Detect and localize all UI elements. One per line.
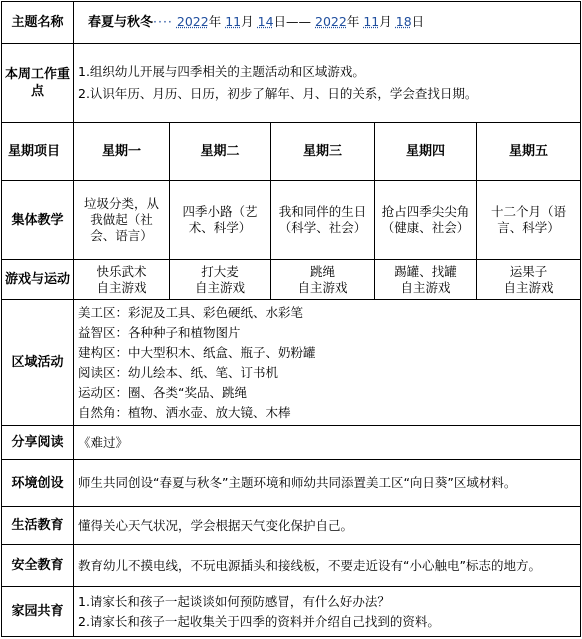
game-free-play: 自主游戏 xyxy=(194,279,245,295)
start-year-char: 年 xyxy=(208,14,222,29)
group-teaching-row xyxy=(2,181,581,260)
game-activity: 跳绳 xyxy=(309,263,335,279)
areas-label: 区域活动 xyxy=(2,300,74,426)
environment-row xyxy=(2,460,581,507)
end-day: 18 xyxy=(395,14,412,29)
end-year: 2022 xyxy=(315,14,347,29)
areas-row xyxy=(2,300,581,426)
game-activity: 运果子 xyxy=(509,263,548,279)
area-item-art: 美工区：彩泥及工具、彩色硬纸、水彩笔 xyxy=(78,304,304,320)
home-school-label: 家园共育 xyxy=(2,587,74,637)
day-friday: 星期五 xyxy=(477,123,581,181)
start-day-char: 日 xyxy=(273,14,287,29)
games-wed xyxy=(271,260,375,300)
games-row xyxy=(2,260,581,300)
reading-text: 《难过》 xyxy=(74,426,581,460)
day-monday: 星期一 xyxy=(74,123,170,181)
game-free-play: 自主游戏 xyxy=(503,279,554,295)
theme-name: 春夏与秋冬 xyxy=(88,15,154,30)
start-month: 11 xyxy=(225,14,242,29)
teaching-fri: 十二个月（语言、科学） xyxy=(477,181,581,260)
home-school-item: 1.请家长和孩子一起谈谈如何预防感冒，有什么好办法？ xyxy=(78,593,390,609)
end-month: 11 xyxy=(363,14,380,29)
title-row xyxy=(2,2,581,44)
end-year-char: 年 xyxy=(346,14,360,29)
day-tuesday: 星期二 xyxy=(170,123,271,181)
game-free-play: 自主游戏 xyxy=(297,279,348,295)
life-edu-label: 生活教育 xyxy=(2,507,74,545)
group-teaching-label: 集体教学 xyxy=(2,181,74,260)
games-label: 游戏与运动 xyxy=(2,260,74,300)
teaching-thu: 抢占四季尖尖角（健康、社会） xyxy=(375,181,477,260)
goal-item: 2.认识年历、月历、日历，初步了解年、月、日的关系，学会查找日期。 xyxy=(78,86,478,101)
reading-row xyxy=(2,426,581,460)
date-dash: —— xyxy=(286,14,312,29)
start-day: 14 xyxy=(257,14,274,29)
game-activity: 打大麦 xyxy=(201,263,239,279)
area-item-sports: 运动区：圈、各类“奖品、跳绳 xyxy=(78,384,247,400)
area-item-nature: 自然角：植物、洒水壶、放大镜、木棒 xyxy=(78,404,291,420)
life-edu-text: 懂得关心天气状况，学会根据天气变化保护自己。 xyxy=(74,507,581,545)
theme-label: 主题名称 xyxy=(2,2,74,44)
areas-cell xyxy=(74,300,581,426)
games-thu xyxy=(375,260,477,300)
safety-edu-text: 教育幼儿不摸电线，不玩电源插头和接线板，不要走近设有“小心触电”标志的地方。 xyxy=(74,545,581,587)
game-free-play: 自主游戏 xyxy=(96,279,147,295)
weekday-row xyxy=(2,123,581,181)
games-fri xyxy=(477,260,581,300)
area-item-puzzle: 益智区：各种种子和植物图片 xyxy=(78,324,241,340)
dots: ···· xyxy=(153,14,173,29)
area-item-building: 建构区：中大型积木、纸盒、瓶子、奶粉罐 xyxy=(78,344,316,360)
games-tue xyxy=(170,260,271,300)
teaching-tue: 四季小路（艺术、科学） xyxy=(170,181,271,260)
day-thursday: 星期四 xyxy=(375,123,477,181)
end-month-char: 月 xyxy=(379,14,392,29)
game-free-play: 自主游戏 xyxy=(400,279,451,295)
weekday-label: 星期项目 xyxy=(2,123,74,181)
end-day-char: 日 xyxy=(411,14,425,29)
goal-item: 1.组织幼儿开展与四季相关的主题活动和区域游戏。 xyxy=(78,64,365,79)
weekly-plan-table xyxy=(1,1,581,637)
goals-label: 本周工作重点 xyxy=(2,44,74,123)
home-school-cell xyxy=(74,587,581,637)
start-month-char: 月 xyxy=(241,14,254,29)
game-activity: 快乐武术 xyxy=(96,263,147,279)
start-year: 2022 xyxy=(176,14,209,29)
environment-label: 环境创设 xyxy=(2,460,74,507)
games-mon xyxy=(74,260,170,300)
safety-edu-label: 安全教育 xyxy=(2,545,74,587)
area-item-reading: 阅读区：幼儿绘本、纸、笔、订书机 xyxy=(78,364,279,380)
theme-cell xyxy=(74,2,581,44)
life-edu-row xyxy=(2,507,581,545)
goals-row xyxy=(2,44,581,123)
teaching-wed: 我和同伴的生日（科学、社会） xyxy=(271,181,375,260)
reading-label: 分享阅读 xyxy=(2,426,74,460)
environment-text: 师生共同创设“春夏与秋冬”主题环境和师幼共同添置美工区“向日葵”区域材料。 xyxy=(74,460,581,507)
home-school-item: 2.请家长和孩子一起收集关于四季的资料并介绍自己找到的资料。 xyxy=(78,613,440,629)
game-activity: 踢罐、找罐 xyxy=(394,263,457,279)
goals-cell xyxy=(74,44,581,123)
home-school-row xyxy=(2,587,581,637)
teaching-mon: 垃圾分类，从我做起（社会、语言） xyxy=(74,181,170,260)
day-wednesday: 星期三 xyxy=(271,123,375,181)
safety-edu-row xyxy=(2,545,581,587)
